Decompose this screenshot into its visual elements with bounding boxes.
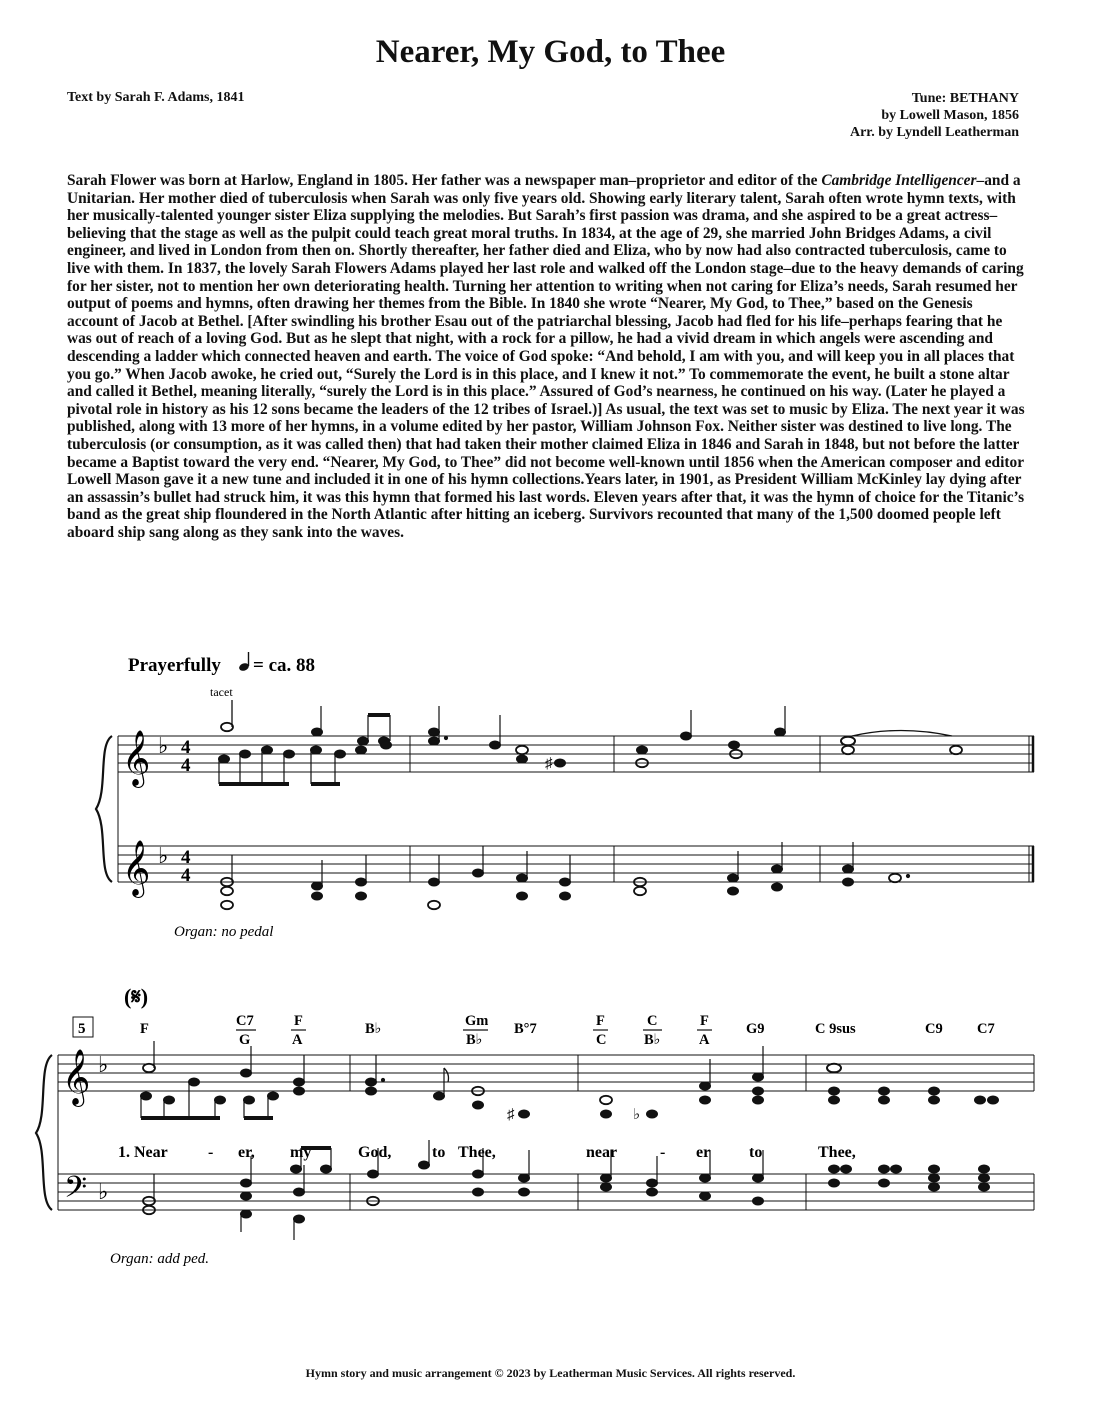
lyric-syllable: to: [432, 1144, 446, 1161]
svg-text:♯: ♯: [507, 1107, 515, 1123]
chord-symbol: A: [699, 1032, 710, 1048]
chord-symbol: F: [700, 1013, 709, 1029]
chord-symbol: C7: [236, 1013, 254, 1029]
chord-symbol: F: [140, 1021, 149, 1037]
text-credit: Text by Sarah F. Adams, 1841: [67, 90, 245, 105]
system-1: [118, 736, 1034, 882]
measure-number: 5: [78, 1021, 86, 1037]
lyric-syllable: Thee,: [818, 1144, 856, 1161]
lyrics-verse-1: [118, 1144, 856, 1161]
story-part-1: Sarah Flower was born at Harlow, England in 1805. Her father was a newspaper man–proprietor and editor of the: [67, 172, 822, 189]
chord-symbol: C9: [925, 1021, 943, 1037]
tune-name: Tune: BETHANY: [911, 91, 1019, 106]
svg-text:♯: ♯: [545, 756, 553, 772]
chord-symbol: C: [647, 1013, 658, 1029]
composer-credit: by Lowell Mason, 1856: [881, 108, 1019, 123]
brace-icon: [96, 736, 112, 882]
lyric-syllable: -: [208, 1144, 214, 1161]
quarter-note-icon: [238, 652, 250, 672]
copyright-notice: Hymn story and music arrangement © 2023 by Leatherman Music Services. All rights reserved.: [305, 1366, 796, 1380]
chord-symbol: B♭: [365, 1021, 382, 1037]
lyric-syllable: er,: [238, 1144, 255, 1161]
lyric-syllable: to: [749, 1144, 763, 1161]
chord-symbol: C: [596, 1032, 607, 1048]
story-part-2: –and a Unitarian. Her mother died of tuberculosis when Sarah was only five years old. Showing early literary talent, Sarah often wrote hymn texts, with her musically-talented younger sister Eliza supplying the melodies. But Sarah’s first passion was drama, and she aspired to be a great actress–believing that the stage as well as the pulpit could teach great moral truths. In 1834, at the age of 29, she married John Bridges Adams, a civil engineer, and lived in London from then on. Shortly thereafter, her father died and Eliza, who by now had also contracted tuberculosis, came to live with them. In 1837, the lovely Sarah Flowers Adams played her last role and walked off the London stage–due to the heavy demands of caring for her sister, not to mention her own deteriorating health. Turning her attention to writing when not caring for Eliza’s needs, Sarah resumed her output of poems and hymns, often drawing her themes from the Bible. In 1840 she wrote “Nearer, My God, to Thee,” based on the Genesis account of Jacob at Bethel. [After swindling his brother Esau out of the patriarchal blessing, Jacob had fled for his life–perhaps fearing that he was out of reach of a loving God. But as he slept that night, with a rock for a pillow, he had a vivid dream in which angels were ascending and descending a ladder which connected heaven and earth. The voice of God spoke: “And behold, I am with you, and will keep you in all places that you go.” When Jacob awoke, he cried out, “Surely the Lord is in this place, and I knew it not.” To commemorate the event, he built a stone altar and called it Bethel, meaning literally, “surely the Lord is in this place.” Assured of God’s nearness, he continued on his way. (Later he played a pivotal role in history as his 12 sons became the leaders of the 12 tribes of Israel.)] As usual, the text was set to music by Eliza. The next year it was published, along with 13 more of her hymns, in a volume edited by her pastor, William Johnson Fox. Neither sister was destined to live long. The tuberculosis (or consumption, as it was called then) that had taken their mother claimed Eliza in 1846 and Sarah in 1848, but not before the latter became a Baptist toward the very end. “Nearer, My God, to Thee” did not become well-known until 1856 when the American composer and editor Lowell Mason gave it a new tune and included it in one of his hymn collections.Years later, in 1901, as President William McKinley lay dying after an assassin’s bullet had struck him, it was this hymn that formed his last words. Eleven years after that, it was the hymn of choice for the Titanic’s band as the great ship floundered in the North Atlantic after hitting an iceberg. Survivors recounted that many of the 1,500 doomed people left aboard ship sang along as they sank into the waves.: [67, 172, 1025, 541]
segno-icon: (𝄋): [124, 984, 149, 1009]
organ-instruction-2: Organ: add ped.: [110, 1251, 210, 1267]
lyric-syllable: near: [586, 1144, 618, 1161]
treble-clef-icon: 𝄞: [122, 732, 151, 785]
lyric-syllable: my: [290, 1144, 312, 1161]
chord-symbol: B♭: [466, 1032, 483, 1048]
chord-symbol: B♭: [644, 1032, 661, 1048]
lyric-syllable: Thee,: [458, 1144, 496, 1161]
chord-symbol: C 9sus: [815, 1021, 856, 1037]
chord-symbol: G9: [746, 1021, 765, 1037]
lyric-syllable: er: [696, 1144, 711, 1161]
chord-symbol: F: [596, 1013, 605, 1029]
tempo-value: = ca. 88: [253, 655, 316, 676]
chord-symbol: G: [239, 1032, 251, 1048]
bass-clef-icon: 𝄢: [64, 1171, 88, 1211]
notes-system-1-lower: [221, 842, 910, 909]
brace-icon: [36, 1055, 52, 1210]
chord-symbol: F: [294, 1013, 303, 1029]
chord-symbols: [140, 1013, 995, 1048]
organ-instruction-1: Organ: no pedal: [174, 924, 274, 940]
chord-symbol: C7: [977, 1021, 995, 1037]
system-2: [58, 1055, 1034, 1210]
lyric-syllable: God,: [358, 1144, 392, 1161]
tacet-mark: tacet: [210, 685, 233, 699]
lyric-syllable: -: [660, 1144, 666, 1161]
flat-key-icon: ♭: [158, 733, 169, 758]
notes-system-2-lower: [143, 1140, 990, 1240]
flat-key-icon: ♭: [158, 843, 169, 868]
tempo-word: Prayerfully: [128, 655, 221, 676]
treble-clef-icon: 𝄞: [122, 842, 151, 895]
chord-symbol: Gm: [465, 1013, 489, 1029]
time-signature-bottom: 4: [181, 755, 191, 776]
svg-text:♭: ♭: [633, 1107, 641, 1123]
chord-symbol: A: [292, 1032, 303, 1048]
treble-clef-icon: 𝄞: [62, 1051, 91, 1104]
arranger-credit: Arr. by Lyndell Leatherman: [849, 125, 1019, 140]
story-italic-title: Cambridge Intelligencer: [821, 172, 977, 189]
lyric-syllable: 1. Near: [118, 1144, 168, 1161]
notes-system-1-upper: [219, 700, 963, 784]
flat-key-icon: ♭: [98, 1179, 109, 1204]
time-signature-top: 4: [181, 737, 191, 758]
time-signature-bottom: 4: [181, 865, 191, 886]
chord-symbol: B°7: [514, 1021, 537, 1037]
flat-key-icon: ♭: [98, 1052, 109, 1077]
time-signature-top: 4: [181, 847, 191, 868]
hymn-title: Nearer, My God, to Thee: [375, 34, 726, 70]
